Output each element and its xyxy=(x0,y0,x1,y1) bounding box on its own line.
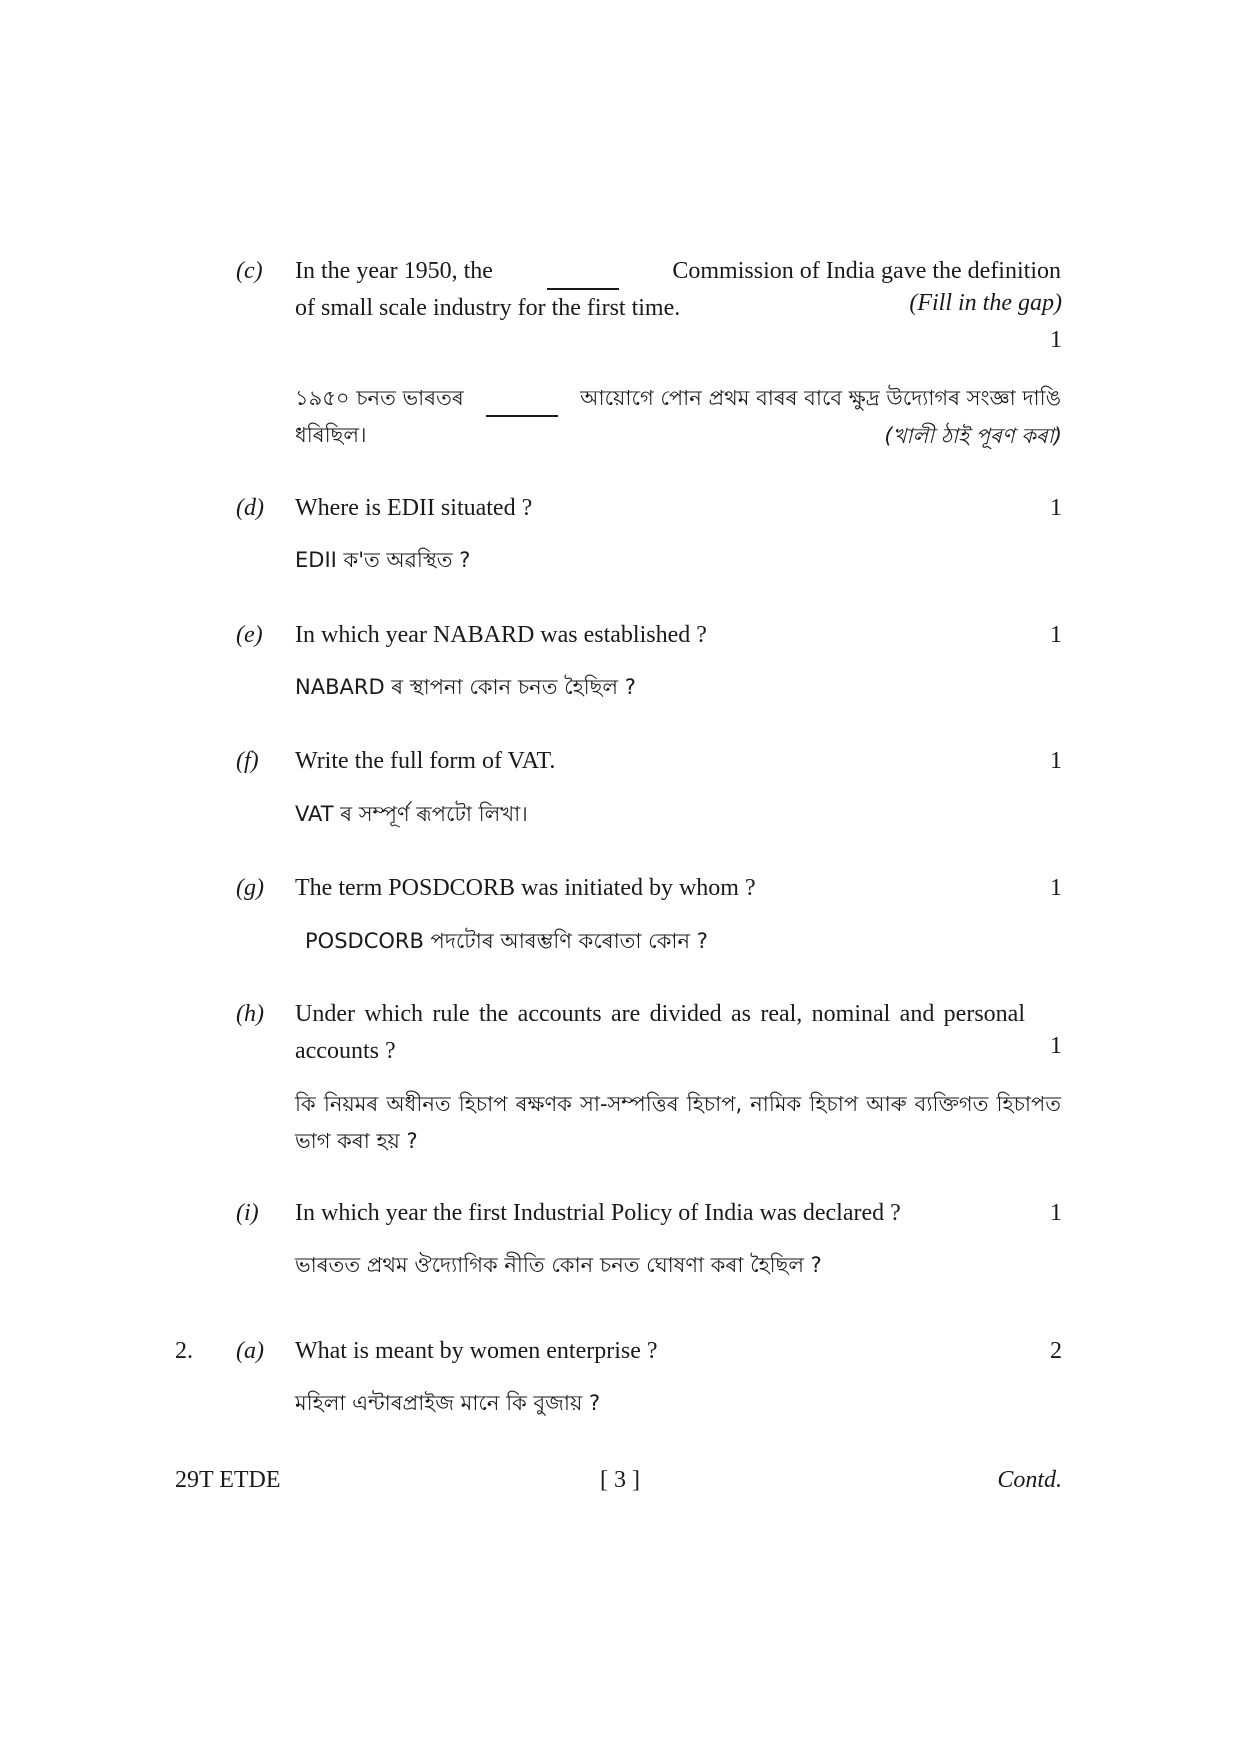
continued-note: Contd. xyxy=(997,1467,1062,1493)
question-text-assamese: মহিলা এন্টাৰপ্ৰাইজ মানে কি বুজায় ? xyxy=(295,1391,601,1415)
paper-code: 29T ETDE xyxy=(175,1467,281,1493)
marks: 1 xyxy=(1050,748,1062,774)
fill-gap-hint-assamese: (খালী ঠাই পূৰণ কৰা) xyxy=(884,424,1062,448)
question-text-line2: of small scale industry for the first time. xyxy=(295,295,681,321)
question-text-english: Under which rule the accounts are divided as real, nominal and personal accounts ? xyxy=(295,1001,1025,1064)
marks: 1 xyxy=(1050,327,1062,353)
question-text-english: What is meant by women enterprise ? xyxy=(295,1338,658,1364)
marks: 1 xyxy=(1050,875,1062,901)
marks: 1 xyxy=(1050,1200,1062,1226)
question-number: 2. xyxy=(175,1338,193,1364)
question-text-english: Write the full form of VAT. xyxy=(295,748,556,774)
question-text-english: In which year NABARD was established ? xyxy=(295,622,707,648)
marks: 1 xyxy=(1050,1033,1062,1059)
question-label: (e) xyxy=(236,622,263,648)
fill-gap-hint: (Fill in the gap) xyxy=(909,290,1062,316)
question-label: (c) xyxy=(236,258,263,284)
question-label: (g) xyxy=(236,875,264,901)
question-label: (a) xyxy=(236,1338,264,1364)
question-label: (h) xyxy=(236,1001,264,1027)
question-text-assamese: ভাৰতত প্ৰথম ঔদ্যোগিক নীতি কোন চনত ঘোষণা কৰা হৈছিল ? xyxy=(295,1253,822,1277)
marks: 1 xyxy=(1050,495,1062,521)
question-text-assamese: NABARD ৰ স্থাপনা কোন চনত হৈছিল ? xyxy=(295,675,636,699)
fill-in-blank xyxy=(547,253,619,290)
text-before-blank: In the year 1950, the xyxy=(295,258,493,284)
marks: 1 xyxy=(1050,622,1062,648)
question-text-english: The term POSDCORB was initiated by whom ? xyxy=(295,875,756,901)
assamese-after-blank: আয়োগে পোন প্ৰথম বাৰৰ বাবে ক্ষুদ্ৰ উদ্যোগৰ সংজ্ঞা দাঙি xyxy=(580,386,1061,410)
question-label: (i) xyxy=(236,1200,259,1226)
question-text-english: Where is EDII situated ? xyxy=(295,495,533,521)
question-label: (d) xyxy=(236,495,264,521)
fill-in-blank-assamese xyxy=(486,380,558,417)
page-number: [ 3 ] xyxy=(600,1467,640,1493)
question-label: (f) xyxy=(236,748,259,774)
assamese-line2: ধৰিছিল। xyxy=(295,423,367,447)
question-text-assamese: POSDCORB পদটোৰ আৰম্ভণি কৰোতা কোন ? xyxy=(305,929,708,953)
assamese-before-blank: ১৯৫০ চনত ভাৰতৰ xyxy=(295,386,464,410)
question-text-english: In which year the first Industrial Policy of India was declared ? xyxy=(295,1200,901,1226)
text-after-blank: Commission of India gave the definition xyxy=(672,258,1061,284)
question-text-assamese: EDII ক'ত অৱস্থিত ? xyxy=(295,548,471,572)
marks: 2 xyxy=(1050,1338,1062,1364)
question-text-assamese: কি নিয়মৰ অধীনত হিচাপ ৰক্ষণক সা-সম্পত্তিৰ হিচাপ, নামিক হিচাপ আৰু ব্যক্তিগত হিচাপত ভাগ কৰা হয় ? xyxy=(295,1092,1061,1153)
question-text-assamese: VAT ৰ সম্পূৰ্ণ ৰূপটো লিখা। xyxy=(295,802,528,826)
